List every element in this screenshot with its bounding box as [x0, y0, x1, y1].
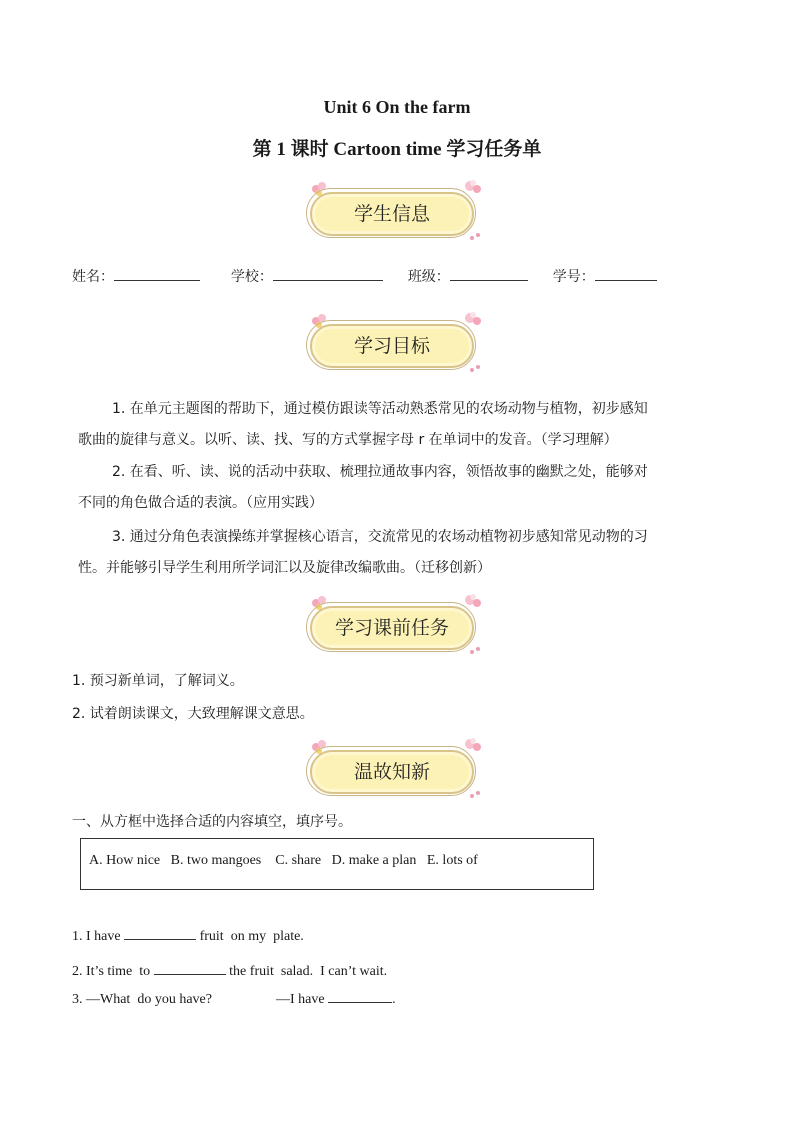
goal-line: 2. 在看、听、读、说的活动中获取、梳理拉通故事内容，领悟故事的幽默之处，能够对 [112, 464, 648, 480]
answer-blank[interactable] [124, 927, 196, 940]
student-info-row [72, 266, 657, 286]
question-item [72, 990, 396, 1008]
goal-line: 3. 通过分角色表演操练并掌握核心语言，交流常见的农场动植物初步感知常见动物的习 [112, 529, 648, 545]
exercise-instruction: 一、从方框中选择合适的内容填空，填序号。 [72, 814, 352, 830]
options-box [80, 838, 594, 890]
section-title: 温故知新 [353, 761, 430, 783]
pre-task-item: 1. 预习新单词，了解词义。 [72, 673, 244, 689]
page-subtitle: 第 1 课时 Cartoon time 学习任务单 [252, 139, 542, 160]
section-title: 学生信息 [353, 203, 430, 225]
answer-blank[interactable] [154, 962, 226, 975]
question-item [72, 927, 304, 945]
name-label: 姓名： [72, 269, 114, 285]
goal-item [78, 394, 728, 456]
options-text: A. How nice B. two mangoes C. share D. make a plan E. lots of [89, 853, 478, 868]
goal-line: 歌曲的旋律与意义。以听、读、找、写的方式掌握字母 r 在单词中的发音。（学习理解） [78, 432, 618, 448]
page-title: Unit 6 On the farm [323, 97, 471, 117]
school-label: 学校： [230, 269, 273, 285]
class-label: 班级： [407, 269, 450, 285]
section-title: 学习课前任务 [334, 617, 449, 639]
goal-line: 不同的角色做合适的表演。（应用实践） [78, 495, 323, 511]
goal-item [78, 457, 728, 519]
goal-item [78, 522, 728, 584]
section-badge-review [302, 738, 482, 802]
question-item [72, 962, 387, 980]
name-field[interactable] [114, 268, 200, 281]
section-badge-goals [302, 312, 482, 376]
section-badge-pre-tasks [302, 594, 482, 658]
question-text: —I have [275, 992, 329, 1007]
goal-line: 性。并能够引导学生利用所学词汇以及旋律改编歌曲。（迁移创新） [78, 560, 491, 576]
pre-task-item: 2. 试着朗读课文，大致理解课文意思。 [72, 706, 314, 722]
goal-line: 1. 在单元主题图的帮助下，通过模仿跟读等活动熟悉常见的农场动物与植物，初步感知 [112, 401, 648, 417]
question-text: fruit on my plate. [196, 929, 304, 944]
question-text: 1. I have [72, 929, 125, 944]
question-text: . [392, 992, 396, 1007]
school-field[interactable] [273, 268, 383, 281]
question-text: 3. —What do you have? [72, 992, 212, 1007]
number-field[interactable] [595, 268, 657, 281]
question-text: 2. It’s time to [72, 964, 154, 979]
answer-blank[interactable] [328, 990, 392, 1003]
section-title: 学习目标 [353, 335, 430, 357]
number-label: 学号： [552, 269, 595, 285]
section-badge-student-info [302, 180, 482, 244]
class-field[interactable] [450, 268, 528, 281]
question-text: the fruit salad. I can’t wait. [225, 964, 388, 979]
